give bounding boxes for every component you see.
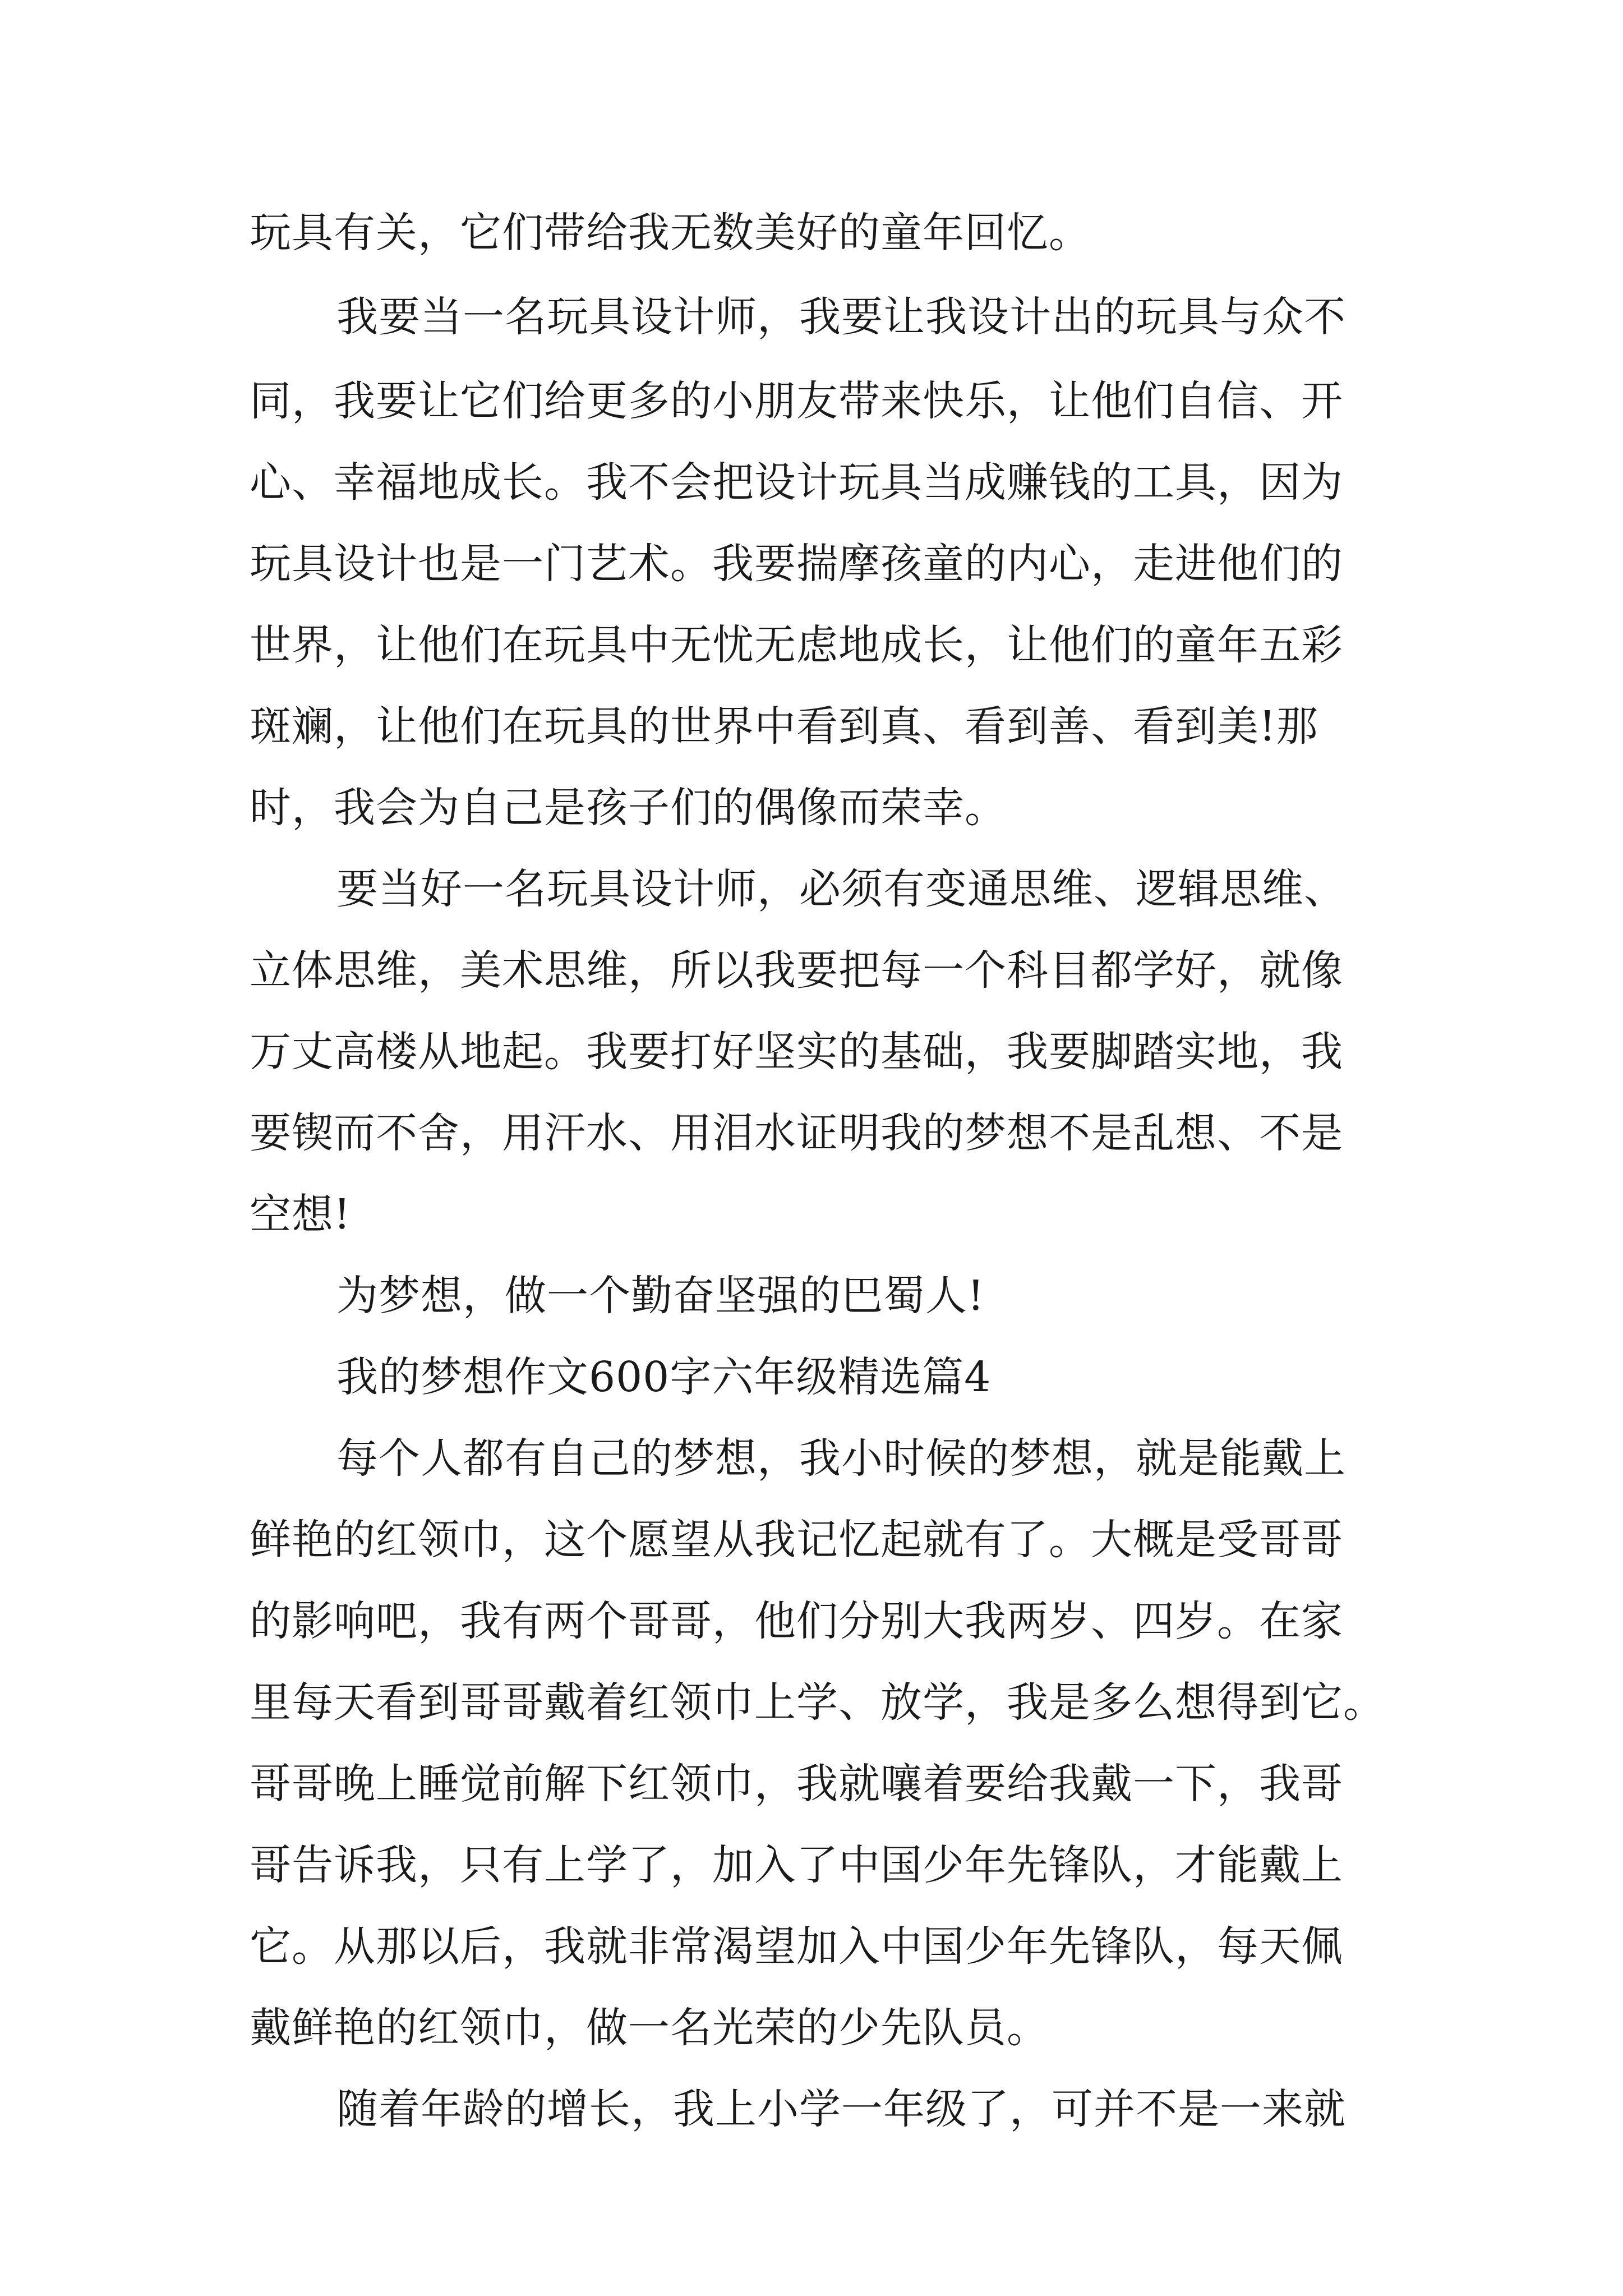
text-line: 鲜艳的红领巾，这个愿望从我记忆起就有了。大概是受哥哥 — [250, 1516, 1343, 1564]
text-line: 的影响吧，我有两个哥哥，他们分别大我两岁、四岁。在家 — [250, 1597, 1343, 1645]
text-line: 心、幸福地成长。我不会把设计玩具当成赚钱的工具，因为 — [250, 458, 1343, 507]
paragraph-start-line: 要当好一名玩具设计师，必须有变通思维、逻辑思维、 — [336, 865, 1346, 913]
section-heading: 我的梦想作文600字六年级精选篇4 — [336, 1353, 992, 1401]
text-line: 玩具有关，它们带给我无数美好的童年回忆。 — [250, 209, 1091, 257]
paragraph-start-line: 我要当一名玩具设计师，我要让我设计出的玩具与众不 — [336, 293, 1346, 341]
paragraph-start-line: 随着年龄的增长，我上小学一年级了，可并不是一来就 — [336, 2085, 1346, 2133]
text-line: 世界，让他们在玩具中无忧无虑地成长，让他们的童年五彩 — [250, 621, 1343, 669]
text-line: 哥哥晚上睡觉前解下红领巾，我就嚷着要给我戴一下，我哥 — [250, 1760, 1343, 1808]
text-line: 戴鲜艳的红领巾，做一名光荣的少先队员。 — [250, 2004, 1049, 2052]
text-line: 里每天看到哥哥戴着红领巾上学、放学，我是多么想得到它。 — [250, 1678, 1385, 1727]
text-line: 时，我会为自己是孩子们的偶像而荣幸。 — [250, 784, 1007, 832]
text-line: 立体思维，美术思维，所以我要把每一个科目都学好，就像 — [250, 946, 1343, 995]
text-line: 斑斓，让他们在玩具的世界中看到真、看到善、看到美!那 — [250, 702, 1318, 751]
text-line: 玩具设计也是一门艺术。我要揣摩孩童的内心，走进他们的 — [250, 540, 1343, 588]
text-line: 同，我要让它们给更多的小朋友带来快乐，让他们自信、开 — [250, 377, 1343, 425]
text-line: 万丈高楼从地起。我要打好坚实的基础，我要脚踏实地，我 — [250, 1028, 1343, 1076]
text-line: 要锲而不舍，用汗水、用泪水证明我的梦想不是乱想、不是 — [250, 1109, 1343, 1157]
paragraph-start-line: 为梦想，做一个勤奋坚强的巴蜀人! — [336, 1272, 985, 1320]
text-line: 它。从那以后，我就非常渴望加入中国少年先锋队，每天佩 — [250, 1922, 1343, 1971]
text-line: 空想! — [250, 1190, 351, 1239]
text-line: 哥告诉我，只有上学了，加入了中国少年先锋队，才能戴上 — [250, 1841, 1343, 1889]
paragraph-start-line: 每个人都有自己的梦想，我小时候的梦想，就是能戴上 — [336, 1434, 1346, 1483]
